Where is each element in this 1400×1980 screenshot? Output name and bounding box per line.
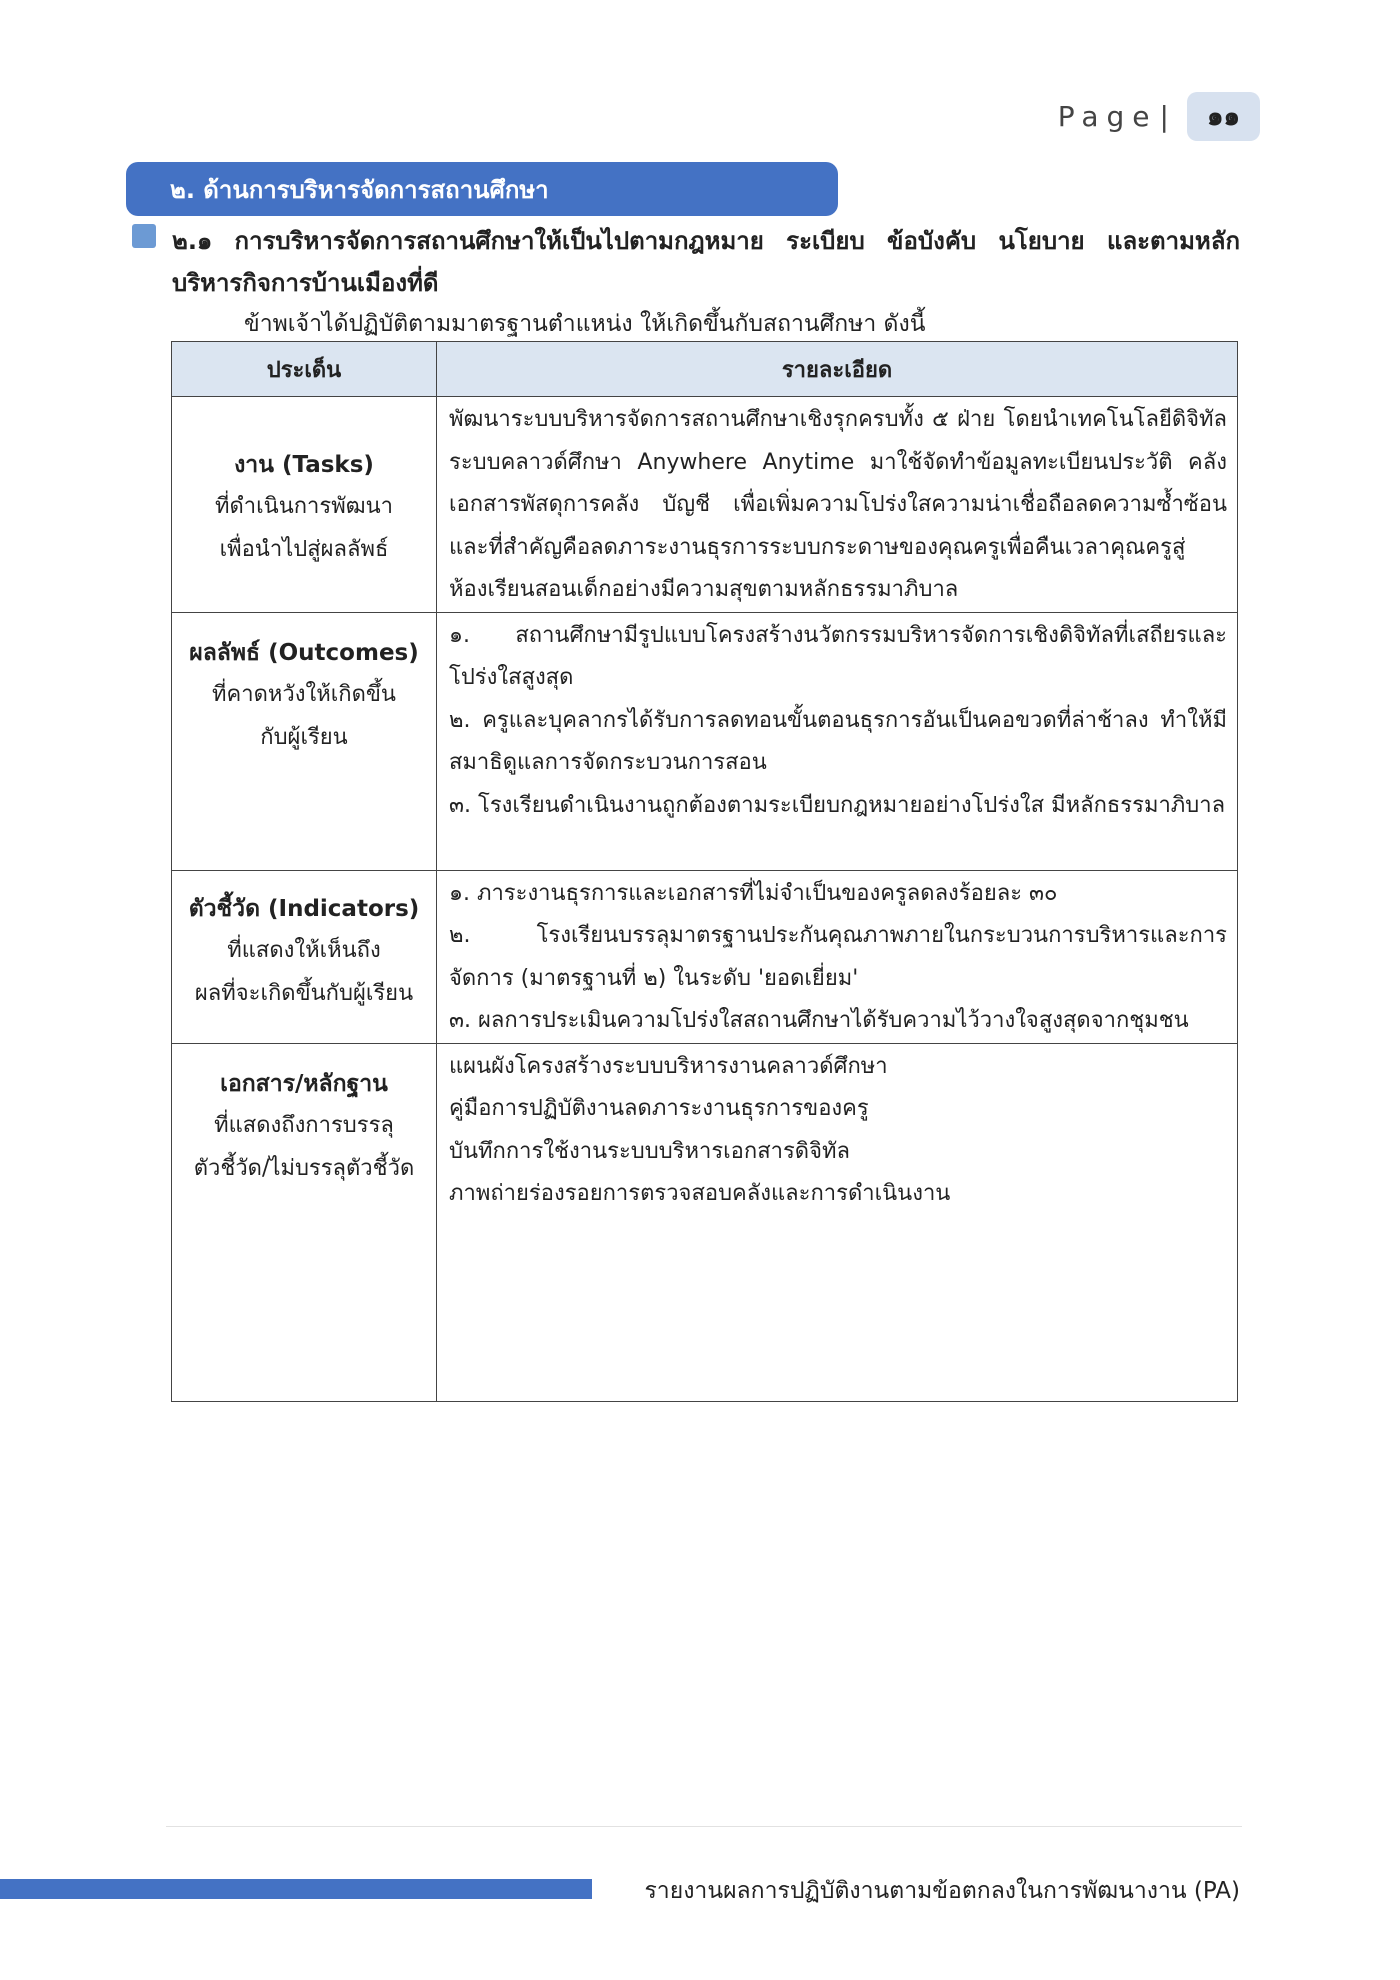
indicators-item-1: ๑. ภาระงานธุรการและเอกสารที่ไม่จำเป็นของครูลดลงร้อยละ ๓๐ xyxy=(449,880,1058,906)
indicators-sub-2: ผลที่จะเกิดขึ้นกับผู้เรียน xyxy=(194,980,414,1006)
table-row-outcomes xyxy=(172,612,1238,870)
page-label: Page xyxy=(1057,100,1158,133)
sub-heading: ๒.๑ การบริหารจัดการสถานศึกษาให้เป็นไปตามกฎหมาย ระเบียบ ข้อบังคับ นโยบาย และตามหลักบริหารกิจการบ้านเมืองที่ดี xyxy=(172,227,1240,297)
outcomes-item-1: ๑. สถานศึกษามีรูปแบบโครงสร้างนวัตกรรมบริหารจัดการเชิงดิจิทัลที่เสถียรและโปร่งใสสูงสุด xyxy=(449,622,1227,690)
outcomes-sub-2: กับผู้เรียน xyxy=(260,724,348,750)
header-topic: ประเด็น xyxy=(172,342,437,397)
indicators-item-2: ๒. โรงเรียนบรรลุมาตรฐานประกันคุณภาพภายในกระบวนการบริหารและการจัดการ (มาตรฐานที่ ๒) ในระดับ 'ยอดเยี่ยม' xyxy=(449,923,1227,991)
page-number-badge: ๑๑ xyxy=(1187,92,1260,141)
outcomes-sub-1: ที่คาดหวังให้เกิดขึ้น xyxy=(212,681,396,707)
tasks-label-cell xyxy=(172,397,437,613)
table-row-evidence xyxy=(172,1043,1238,1401)
evidence-item-3: บันทึกการใช้งานระบบบริหารเอกสารดิจิทัล xyxy=(449,1138,850,1164)
intro-text: ข้าพเจ้าได้ปฏิบัติตามมาตรฐานตำแหน่ง ให้เกิดขึ้นกับสถานศึกษา ดังนี้ xyxy=(244,311,926,337)
table-header-row xyxy=(172,342,1238,397)
outcomes-detail-cell xyxy=(437,612,1238,870)
evidence-item-2: คู่มือการปฏิบัติงานลดภาระงานธุรการของครู xyxy=(449,1096,869,1121)
table-row-tasks xyxy=(172,397,1238,613)
evidence-item-4: ภาพถ่ายร่องรอยการตรวจสอบคลังและการดำเนินงาน xyxy=(449,1181,951,1206)
table-row-indicators xyxy=(172,870,1238,1043)
tasks-sub-2: เพื่อนำไปสู่ผลลัพธ์ xyxy=(219,537,389,562)
evidence-sub-1: ที่แสดงถึงการบรรลุ xyxy=(214,1112,394,1138)
outcomes-item-2: ๒. ครูและบุคลากรได้รับการลดทอนขั้นตอนธุรการอันเป็นคอขวดที่ล่าช้าลง ทำให้มีสมาธิดูแลการจัดกระบวนการสอน xyxy=(449,707,1227,775)
tasks-sub-1: ที่ดำเนินการพัฒนา xyxy=(215,494,393,519)
square-bullet-icon xyxy=(132,224,156,248)
evidence-detail-cell xyxy=(437,1043,1238,1401)
outcomes-title: ผลลัพธ์ (Outcomes) xyxy=(189,639,419,666)
indicators-label-cell xyxy=(172,870,437,1043)
tasks-detail-paragraph: พัฒนาระบบบริหารจัดการสถานศึกษาเชิงรุกครบทั้ง ๕ ฝ่าย โดยนำเทคโนโลยีดิจิทัลระบบคลาวด์ศึกษา Anywhere Anytime มาใช้จัดทำข้อมูลทะเบียนประวัติ คลังเอกสารพัสดุการคลัง บัญชี เพื่อเพิ่มความโปร่งใสความน่าเชื่อถือลดความซ้ำซ้อน และที่สำคัญคือลดภาระงานธุรการระบบกระดาษของคุณครูเพื่อคืนเวลาคุณครูสู่ห้องเรียนสอนเด็กอย่างมีความสุขตามหลักธรรมาภิบาล xyxy=(449,407,1227,602)
evidence-label-cell xyxy=(172,1043,437,1401)
indicators-sub-1: ที่แสดงให้เห็นถึง xyxy=(227,937,381,963)
indicators-detail-cell xyxy=(437,870,1238,1043)
indicators-title: ตัวชี้วัด (Indicators) xyxy=(188,895,420,922)
tasks-title: งาน (Tasks) xyxy=(234,452,374,478)
page-separator: | xyxy=(1159,100,1169,133)
page-header xyxy=(1058,92,1260,141)
footer-accent-bar xyxy=(0,1879,592,1899)
outcomes-label-cell xyxy=(172,612,437,870)
outcomes-item-3: ๓. โรงเรียนดำเนินงานถูกต้องตามระเบียบกฎหมายอย่างโปร่งใส มีหลักธรรมาภิบาล xyxy=(449,792,1226,818)
standards-table xyxy=(171,341,1238,1402)
evidence-title: เอกสาร/หลักฐาน xyxy=(220,1070,388,1097)
header-details: รายละเอียด xyxy=(437,342,1238,397)
evidence-item-1: แผนผังโครงสร้างระบบบริหารงานคลาวด์ศึกษา xyxy=(449,1053,888,1079)
tasks-detail-cell xyxy=(437,397,1238,613)
footer-divider xyxy=(166,1826,1242,1827)
footer-report-title: รายงานผลการปฏิบัติงานตามข้อตกลงในการพัฒนางาน (PA) xyxy=(644,1878,1240,1904)
evidence-sub-2: ตัวชี้วัด/ไม่บรรลุตัวชี้วัด xyxy=(193,1155,415,1181)
indicators-item-3: ๓. ผลการประเมินความโปร่งใสสถานศึกษาได้รับความไว้วางใจสูงสุดจากชุมชน xyxy=(449,1008,1189,1033)
section-title: ๒. ด้านการบริหารจัดการสถานศึกษา xyxy=(170,175,549,204)
section-banner xyxy=(126,162,838,216)
